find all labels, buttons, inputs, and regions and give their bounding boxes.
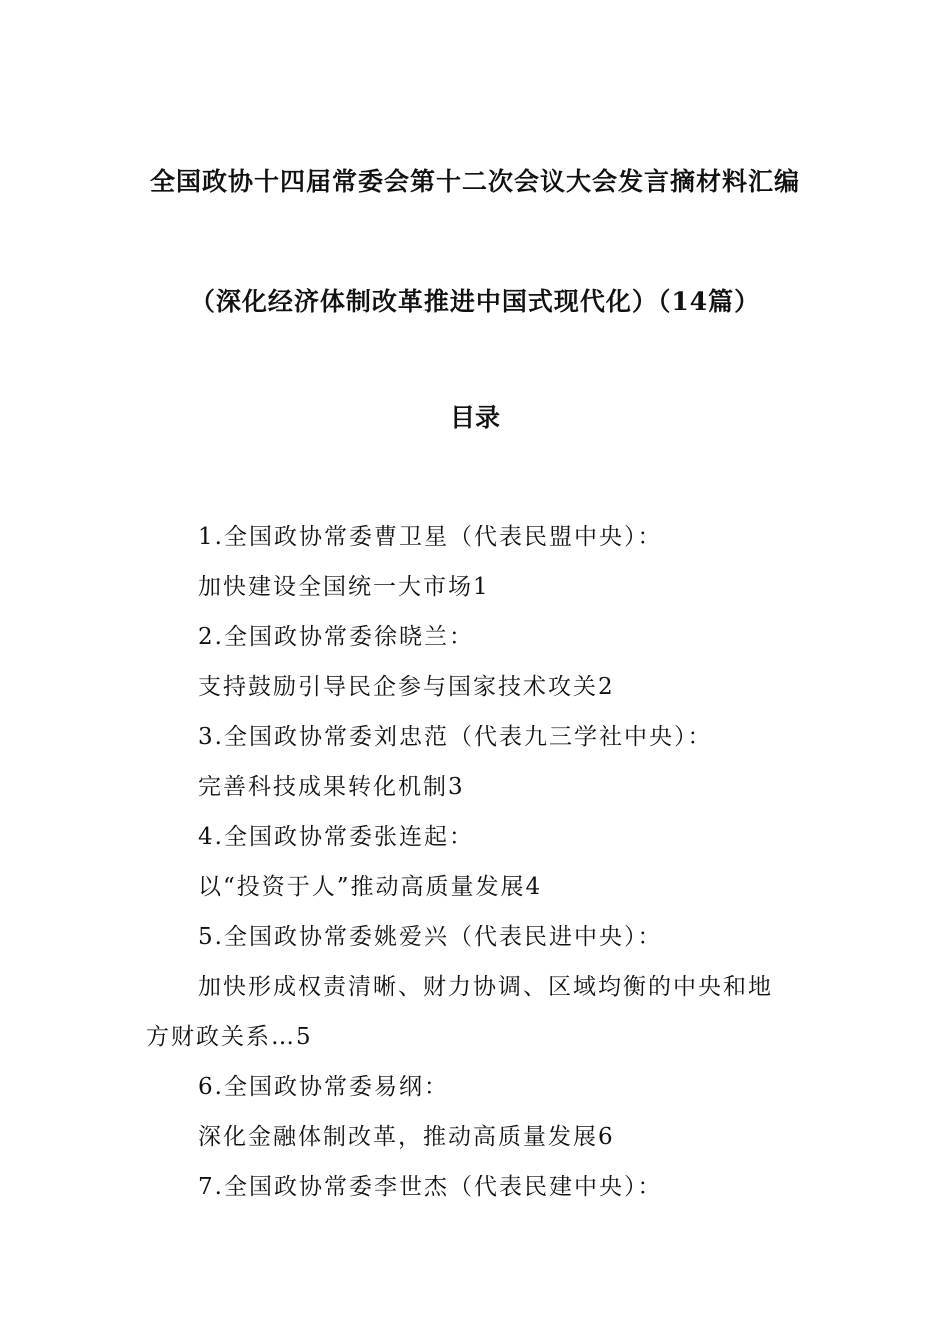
toc-entry-6-topic: 深化金融体制改革，推动高质量发展6: [198, 1124, 615, 1150]
toc-entry-5-topic-line-2: 方财政关系…5: [146, 1024, 313, 1050]
toc-entry-3-speaker: 3.全国政协常委刘忠范（代表九三学社中央）：: [198, 724, 713, 750]
table-of-contents: [146, 512, 816, 1212]
toc-entry-4-speaker: 4.全国政协常委张连起：: [198, 824, 474, 850]
toc-entry-5-topic-line-1: 加快形成权责清晰、财力协调、区域均衡的中央和地: [198, 974, 773, 1000]
document-title-line-1: 全国政协十四届常委会第十二次会议大会发言摘材料汇编: [149, 167, 800, 196]
toc-entry-1-topic: 加快建设全国统一大市场1: [198, 574, 490, 600]
toc-entry-1-speaker: 1.全国政协常委曹卫星（代表民盟中央）：: [198, 524, 663, 550]
document-title-line-2: （深化经济体制改革推进中国式现代化）（14篇）: [189, 287, 761, 316]
toc-entry-4-topic: 以“投资于人”推动高质量发展4: [198, 874, 543, 900]
toc-entry-3-topic: 完善科技成果转化机制3: [198, 774, 465, 800]
toc-entry-6-speaker: 6.全国政协常委易纲：: [198, 1074, 449, 1100]
toc-entry-5-speaker: 5.全国政协常委姚爱兴（代表民进中央）：: [198, 924, 663, 950]
toc-entry-2-speaker: 2.全国政协常委徐晓兰：: [198, 624, 474, 650]
toc-entry-7-speaker: 7.全国政协常委李世杰（代表民建中央）：: [198, 1174, 663, 1200]
toc-heading: 目录: [449, 403, 500, 432]
toc-entry-2-topic: 支持鼓励引导民企参与国家技术攻关2: [198, 674, 615, 700]
